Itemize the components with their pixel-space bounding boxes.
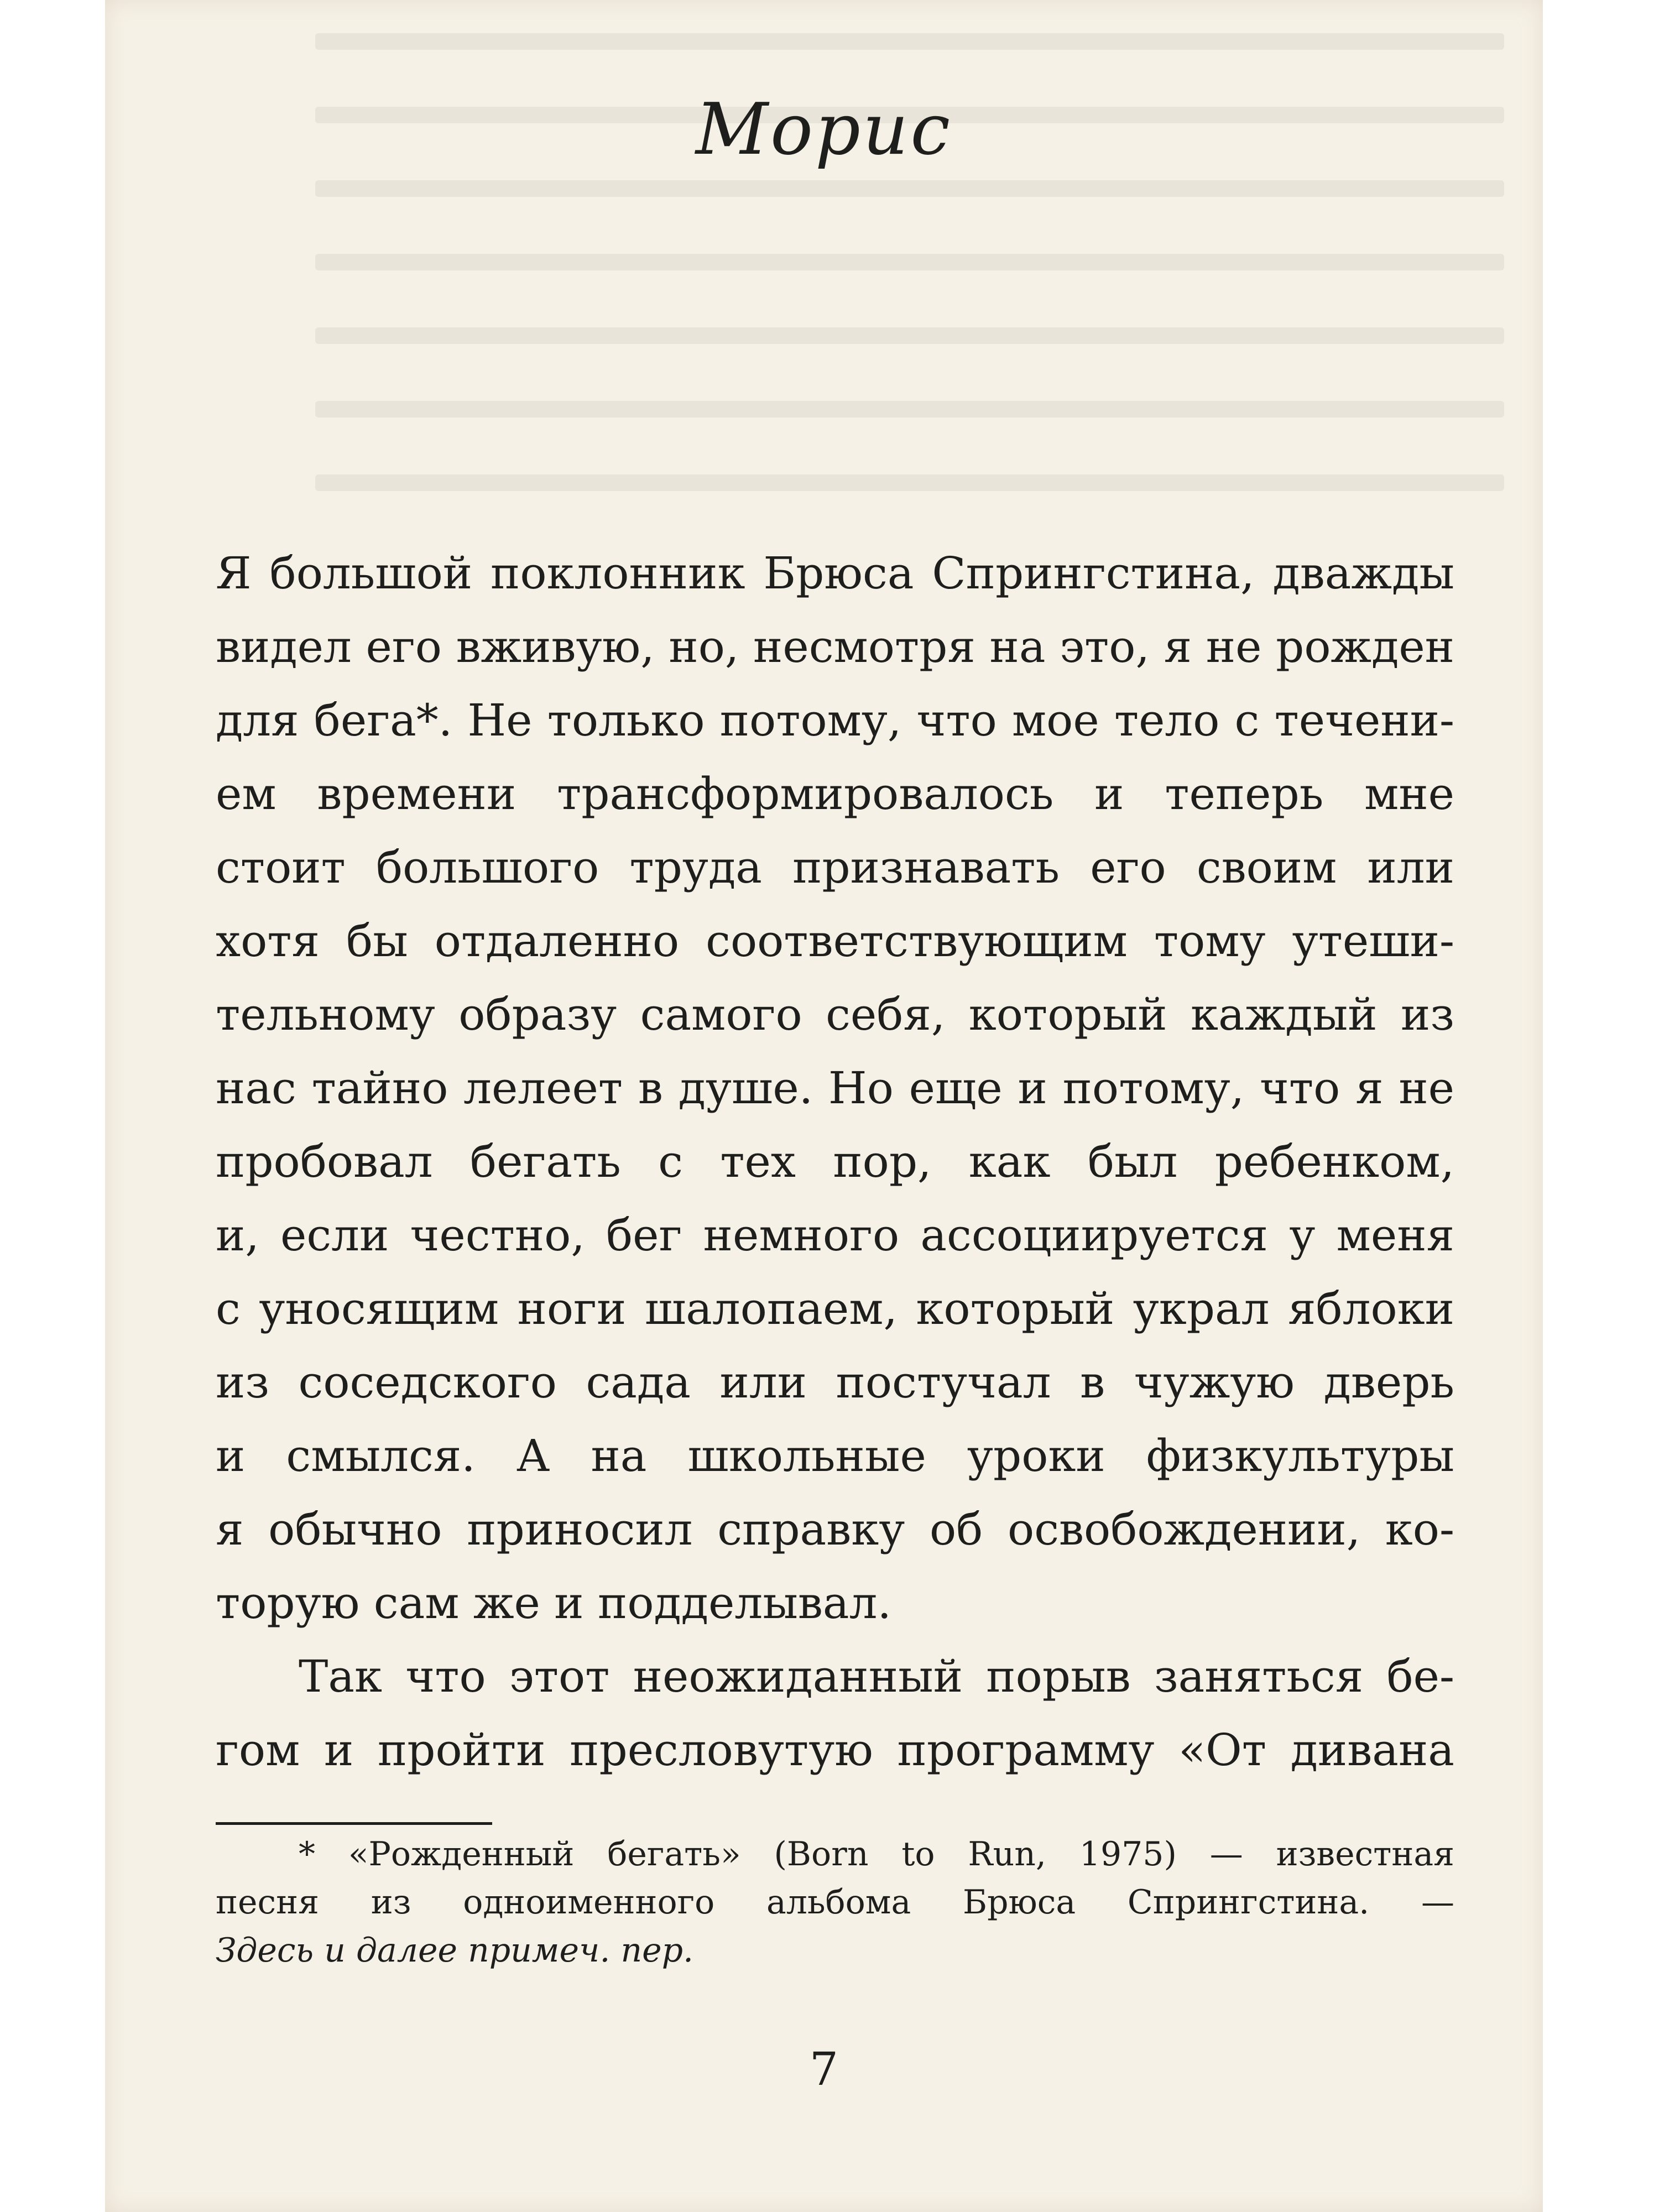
body-text bbox=[216, 536, 1454, 1787]
text-line: стоит большого труда признавать его своим или bbox=[216, 842, 1454, 893]
text-line: и, если честно, бег немного ассоциируется у меня bbox=[216, 1209, 1454, 1261]
text-line: ем времени трансформировалось и теперь мне bbox=[216, 768, 1454, 820]
text-line: с уносящим ноги шалопаем, который украл яблоки bbox=[216, 1283, 1454, 1334]
text-line: тельному образу самого себя, который каждый из bbox=[216, 989, 1454, 1040]
footnote-line: песня из одноименного альбома Брюса Спрингстина. — bbox=[216, 1883, 1454, 1922]
footnote-divider bbox=[216, 1822, 492, 1825]
text-line: и смылся. А на школьные уроки физкультуры bbox=[216, 1430, 1454, 1481]
footnote-line: Здесь и далее примеч. пер. bbox=[216, 1931, 694, 1970]
text-line: гом и пройти пресловутую программу «От дивана bbox=[216, 1724, 1454, 1776]
text-line: я обычно приносил справку об освобождении, ко- bbox=[216, 1504, 1454, 1555]
text-line: для бега*. Не только потому, что мое тело с течени- bbox=[216, 695, 1454, 746]
text-line: хотя бы отдаленно соответствующим тому утеши- bbox=[216, 915, 1454, 967]
page-number: 7 bbox=[809, 2043, 839, 2096]
book-page bbox=[105, 0, 1543, 2212]
footnote bbox=[216, 1830, 1454, 1975]
text-line: Я большой поклонник Брюса Спрингстина, дважды bbox=[216, 547, 1454, 599]
text-line: Так что этот неожиданный порыв заняться бе- bbox=[299, 1651, 1454, 1702]
text-line: видел его вживую, но, несмотря на это, я не рожден bbox=[216, 621, 1454, 672]
text-line: торую сам же и подделывал. bbox=[216, 1577, 891, 1629]
text-line: нас тайно лелеет в душе. Но еще и потому, что я не bbox=[216, 1062, 1454, 1114]
chapter-title: Морис bbox=[695, 88, 953, 171]
footnote-line: * «Рожденный бегать» (Born to Run, 1975) — известная bbox=[299, 1835, 1454, 1874]
text-line: пробовал бегать с тех пор, как был ребенком, bbox=[216, 1136, 1454, 1187]
text-line: из соседского сада или постучал в чужую дверь bbox=[216, 1357, 1454, 1408]
